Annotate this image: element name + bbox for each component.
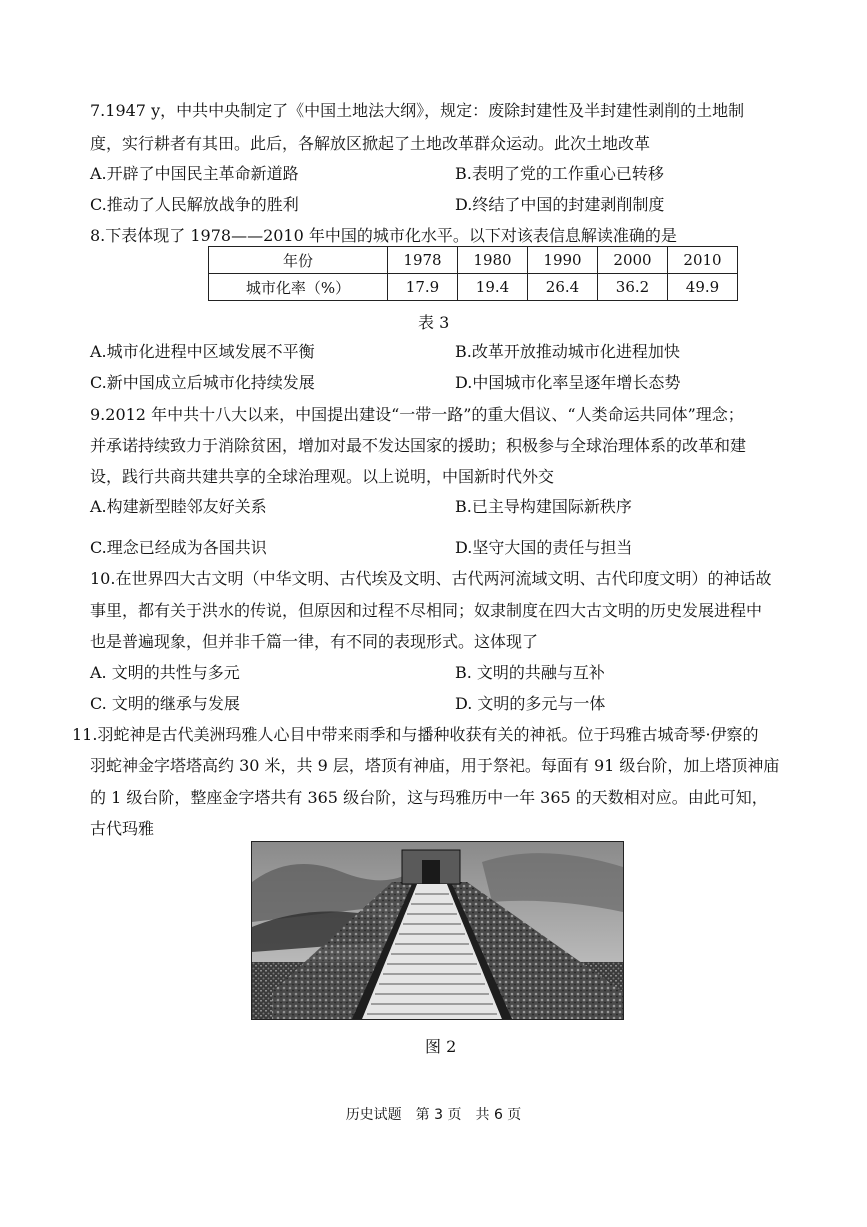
q10-option-b: B. 文明的共融与互补 bbox=[455, 663, 605, 682]
pyramid-photo bbox=[251, 841, 624, 1020]
q7-option-a: A.开辟了中国民主革命新道路 bbox=[90, 164, 299, 183]
table-rate-cell: 19.4 bbox=[458, 274, 528, 301]
q8-option-c: C.新中国成立后城市化持续发展 bbox=[90, 373, 315, 392]
q7-stem-line1: 7.1947 y，中共中央制定了《中国土地法大纲》，规定：废除封建性及半封建性剥削的土地制 bbox=[90, 101, 745, 120]
table-year-cell: 2000 bbox=[598, 247, 668, 274]
q11-stem-line4: 古代玛雅 bbox=[90, 819, 155, 838]
table-row-label: 城市化率（%） bbox=[209, 274, 388, 301]
q8-option-d: D.中国城市化率呈逐年增长态势 bbox=[455, 373, 681, 392]
q9-stem-line1: 9.2012 年中共十八大以来，中国提出建设“一带一路”的重大倡议、“人类命运共同体”理念； bbox=[90, 405, 744, 424]
figure-caption: 图 2 bbox=[425, 1037, 457, 1056]
q9-option-b: B.已主导构建国际新秩序 bbox=[455, 497, 632, 516]
q9-option-a: A.构建新型睦邻友好关系 bbox=[90, 497, 267, 516]
table-rate-cell: 26.4 bbox=[528, 274, 598, 301]
q10-stem-line3: 也是普遍现象，但并非千篇一律，有不同的表现形式。这体现了 bbox=[90, 632, 539, 651]
table-rate-cell: 49.9 bbox=[668, 274, 738, 301]
table-row-rates bbox=[209, 274, 738, 301]
q7-stem-line2: 度，实行耕者有其田。此后，各解放区掀起了土地改革群众运动。此次土地改革 bbox=[90, 134, 651, 153]
table-row-years bbox=[209, 247, 738, 274]
q9-stem-line2: 并承诺持续致力于消除贫困，增加对最不发达国家的援助；积极参与全球治理体系的改革和建 bbox=[90, 436, 747, 455]
q8-stem: 8.下表体现了 1978——2010 年中国的城市化水平。以下对该表信息解读准确的是 bbox=[90, 226, 677, 245]
q10-stem-line1: 10.在世界四大古文明（中华文明、古代埃及文明、古代两河流域文明、古代印度文明）的神话故 bbox=[90, 569, 772, 588]
q10-option-c: C. 文明的继承与发展 bbox=[90, 694, 240, 713]
q10-option-a: A. 文明的共性与多元 bbox=[90, 663, 240, 682]
urbanization-table bbox=[208, 246, 738, 301]
table-header-label: 年份 bbox=[209, 247, 388, 274]
table-rate-cell: 17.9 bbox=[388, 274, 458, 301]
q8-option-a: A.城市化进程中区域发展不平衡 bbox=[90, 342, 315, 361]
table-rate-cell: 36.2 bbox=[598, 274, 668, 301]
table-year-cell: 1980 bbox=[458, 247, 528, 274]
table-year-cell: 1990 bbox=[528, 247, 598, 274]
q11-stem-line1: 11.羽蛇神是古代美洲玛雅人心目中带来雨季和与播种收获有关的神祇。位于玛雅古城奇琴·伊察的 bbox=[72, 725, 759, 744]
q10-option-d: D. 文明的多元与一体 bbox=[455, 694, 606, 713]
table-year-cell: 1978 bbox=[388, 247, 458, 274]
q10-stem-line2: 事里，都有关于洪水的传说，但原因和过程不尽相同；奴隶制度在四大古文明的历史发展进程中 bbox=[90, 601, 763, 620]
table-caption: 表 3 bbox=[418, 313, 450, 332]
q7-option-b: B.表明了党的工作重心已转移 bbox=[455, 164, 664, 183]
page-footer: 历史试题 第 3 页 共 6 页 bbox=[345, 1107, 522, 1123]
q7-option-c: C.推动了人民解放战争的胜利 bbox=[90, 195, 299, 214]
table-year-cell: 2010 bbox=[668, 247, 738, 274]
q9-stem-line3: 设，践行共商共建共享的全球治理观。以上说明，中国新时代外交 bbox=[90, 467, 555, 486]
q7-option-d: D.终结了中国的封建剥削制度 bbox=[455, 195, 665, 214]
q8-option-b: B.改革开放推动城市化进程加快 bbox=[455, 342, 680, 361]
q11-stem-line3: 的 1 级台阶，整座金字塔共有 365 级台阶，这与玛雅历中一年 365 的天数相对应。由此可知， bbox=[90, 788, 768, 807]
q9-option-d: D.坚守大国的责任与担当 bbox=[455, 538, 633, 557]
q9-option-c: C.理念已经成为各国共识 bbox=[90, 538, 267, 557]
q11-stem-line2: 羽蛇神金字塔塔高约 30 米，共 9 层，塔顶有神庙，用于祭祀。每面有 91 级台阶，加上塔顶神庙 bbox=[90, 756, 780, 775]
